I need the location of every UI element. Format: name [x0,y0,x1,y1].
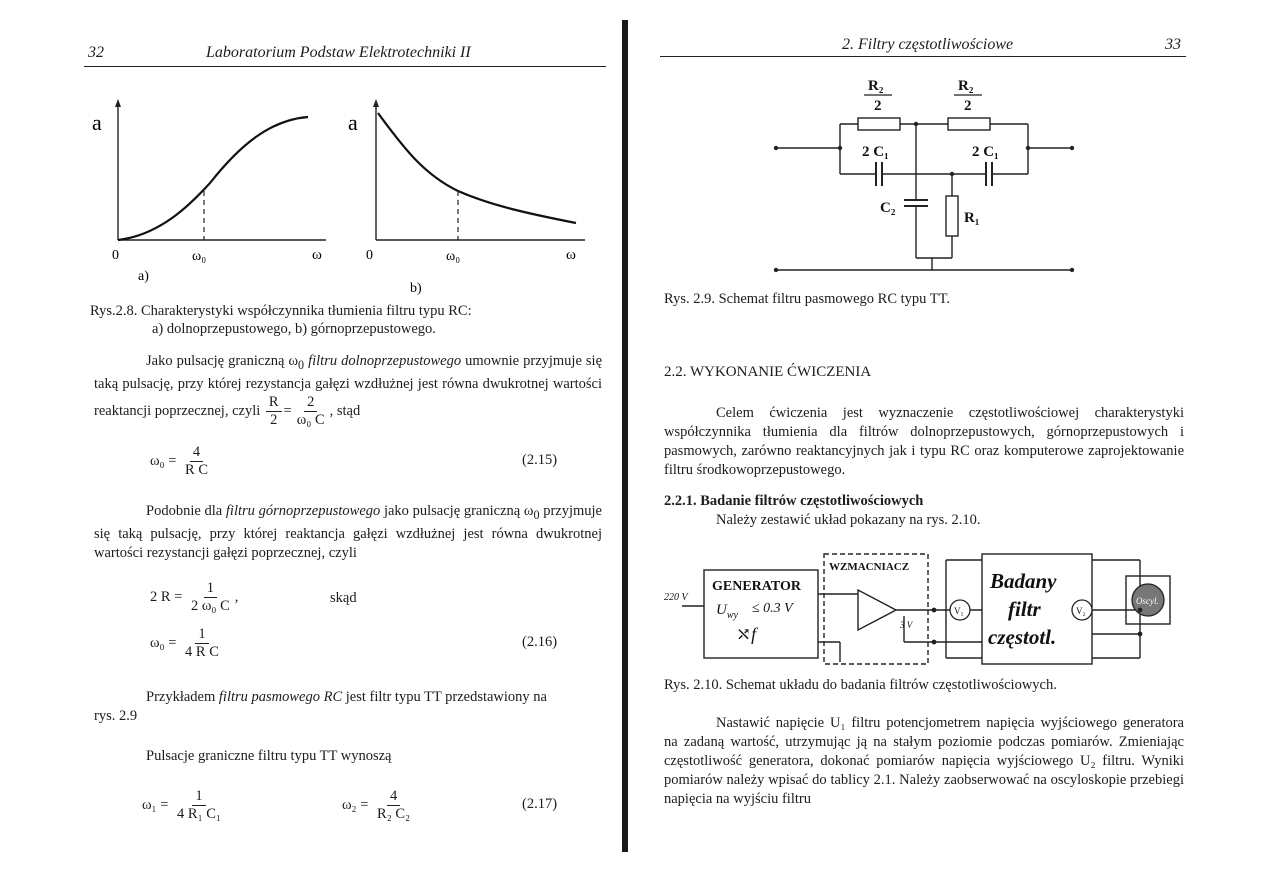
header-rule-left [84,66,606,67]
paragraph-tt-limits: Pulsacje graniczne filtru typu TT wynoszą [146,748,392,764]
graph-b-w0: ω₀ [446,249,461,264]
graph-a [92,99,326,284]
equation-2-16b: ω₀ = $\frac{1}{\text{4 R C}}$ [150,626,219,660]
filter-label-1: Badany [990,569,1057,593]
label-2c1-left: 2 C₁ [862,144,889,160]
oscilloscope-label: Oscyl. [1136,596,1159,606]
label-2c1-right: 2 C₁ [972,144,999,160]
subsection-heading: 2.2.1. Badanie filtrów częstotliwościowych [664,493,924,509]
equation-2-17b: ω₂ = $\frac{4}{\text{R₂ C₂}}$ [342,788,411,822]
section-heading: 2.2. WYKONANIE ĆWICZENIA [664,364,872,380]
resistor-r2-right [948,118,990,130]
page-number-left: 32 [88,44,104,61]
uwy-value: ≤ 0.3 V [752,601,793,616]
graph-a-x-label: ω [312,247,322,263]
supply-label: 220 V [664,592,688,603]
fig-2-10-caption: Rys. 2.10. Schemat układu do badania filtrów częstotliwościowych. [664,677,1057,693]
header-rule-right [660,56,1186,57]
paragraph-setup: Należy zestawić układ pokazany na rys. 2.10. [716,512,981,528]
resistor-r2-left [858,118,900,130]
equation-2-16a: 2 R = $\frac{1}{\text{2 ω₀ C}}$ , [150,580,239,614]
highpass-curve [378,113,576,223]
graph-a-origin: 0 [112,248,119,263]
paragraph-highpass: Podobnie dla filtru górnoprzepustowego jako pulsację graniczną $\omega_0$ przyjmuje się taką pulsację, przy której reaktancja gałęzi wzdłużnej jest równa dwukrotnej wartości rezystancji gałęzi poprzecznej, czyli [94,503,602,561]
label-r1: R₁ [964,210,980,226]
graph-a-w0: ω₀ [192,249,207,264]
fig-2-8-caption-line1: Rys.2.8. Charakterystyki współczynnika tłumienia filtru typu RC: [90,303,472,319]
figure-2-8 [80,95,600,305]
lowpass-curve [118,117,308,240]
generator-label: GENERATOR [712,579,801,594]
equation-number-2-16: (2.16) [522,634,558,650]
filter-label-2: filtr [1008,597,1041,621]
graph-b-origin: 0 [366,248,373,263]
graph-b-y-label: a [348,110,358,135]
uwy-label: $U_{wy}$ [716,602,738,621]
graph-a-y-label: a [92,110,102,135]
figure-2-10-block-diagram [664,546,1174,670]
v2-label: V₂ [1076,606,1086,616]
label-c2: C₂ [880,200,896,216]
resistor-r1 [946,196,958,236]
fraction-2-over-w0c: $\frac{2}{\text{ω₀ C}}$ [296,393,325,428]
graph-b-x-label: ω [566,247,576,263]
page-number-right: 33 [1165,36,1181,53]
amplifier-output-label: 3 V [900,620,913,630]
graph-b [348,99,585,296]
fig-2-8-caption-line2: a) dolnoprzepustowego, b) górnoprzepustowego. [152,321,436,337]
amplifier-label: WZMACNIACZ [829,561,910,573]
figure-2-9-circuit [740,72,1100,284]
label-r2-right-den: 2 [964,98,972,114]
paragraph-bandpass: Przykładem filtru pasmowego RC jest filtr typu TT przedstawiony na rys. 2.9 [94,689,547,724]
paragraph-lowpass: Jako pulsację graniczną $\omega_0$ filtru dolnoprzepustowego umownie przyjmuje się taką pulsację, przy której rezystancja gałęzi wzdłużnej jest równa dwukrotnej wartości reaktancji poprzecznej, czyli $\frac{R}{2}$ = $\frac{2}{\text{ω₀ C}}$ , stąd [94,353,603,428]
running-title-left: Laboratorium Podstaw Elektrotechniki II [206,44,471,61]
v1-label: V₁ [954,606,964,616]
label-r2-left-den: 2 [874,98,882,114]
book-gutter [622,20,628,852]
running-title-right: 2. Filtry częstotliwościowe [842,36,1014,53]
label-r2-right-num: R₂ [958,78,974,94]
paragraph-goal: Celem ćwiczenia jest wyznaczenie częstotliwościowej charakterystyki współczynnika tłumienia dla filtrów dolnoprzepustowych, górnoprzepustowych i pasmowych, zarówno reaktancyjnych jak i typu RC oraz komputerowe zaprojektowanie filtru środkowoprzepustowego. [664,405,1184,478]
fig-2-9-caption: Rys. 2.9. Schemat filtru pasmowego RC typu TT. [664,291,951,307]
amplifier-triangle [858,590,896,630]
filter-label-3: częstotl. [988,625,1057,649]
paragraph-measurement: Nastawić napięcie U₁ filtru potencjometrem napięcia wyjściowego generatora na zadaną wartość, utrzymując ją na stałym poziomie podczas pomiarów. Zmieniając częstotliwość generatora, dokonać pomiarów napięcia wyjściowego U₂ filtru. Wyniki pomiarów należy wpisać do tablicy 2.1. Należy zaobserwować na oscyloskopie przebiegi napięcia na wyjściu filtru [664,715,1184,807]
equation-2-17a: ω₁ = $\frac{1}{\text{4 R₁ C₁}}$ [142,788,221,822]
equation-number-2-15: (2.15) [522,452,558,468]
skad-label: skąd [330,590,357,606]
equation-2-15: ω₀ = $\frac{4}{\text{R C}}$ [150,444,208,478]
equation-number-2-17: (2.17) [522,796,558,812]
graph-b-sub: b) [410,281,422,296]
label-r2-left-num: R₂ [868,78,884,94]
graph-a-sub: a) [138,269,149,284]
fraction-r-over-2: $\frac{R}{2}$ [266,394,282,429]
frequency-knob: ⤯f [736,624,757,644]
